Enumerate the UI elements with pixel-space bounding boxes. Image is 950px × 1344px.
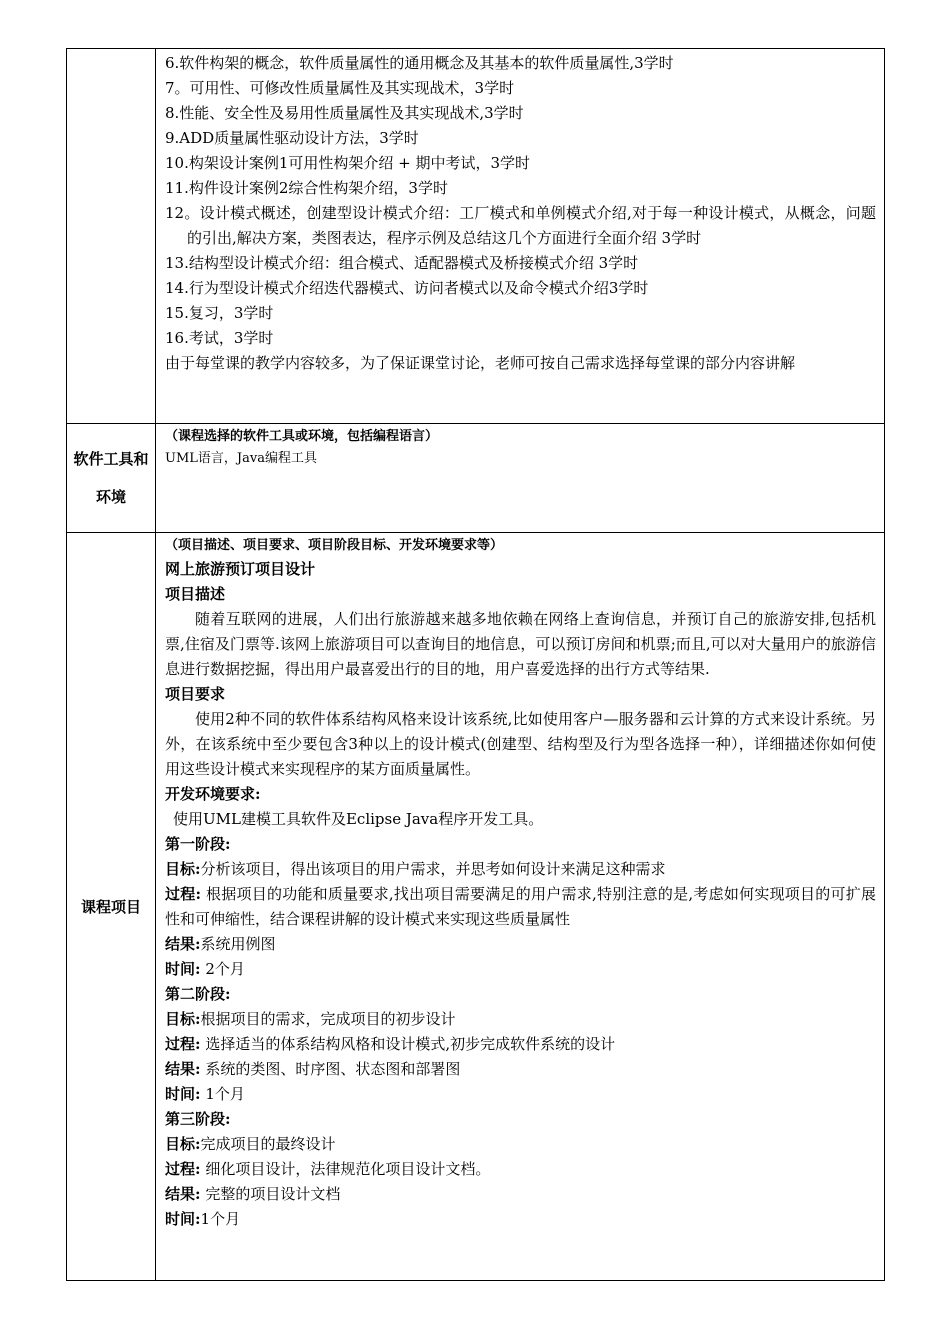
phase-title: 第一阶段: [165,835,231,853]
req-heading: 项目要求 [165,685,226,703]
req-text: 使用2种不同的软件体系结构风格来设计该系统,比如使用客户—服务器和云计算的方式来设计系统。另外，在该系统中至少要包含3种以上的设计模式(创建型、结构型及行为型各选择一种），详细描述你如何使用这些设计模式来实现程序的某方面质量属性。 [165,710,876,778]
course-table [66,48,885,1281]
desc-heading: 项目描述 [165,585,226,603]
goal-label: 目标: [165,860,201,878]
goal-text: 完成项目的最终设计 [200,1135,336,1153]
phase-title: 第二阶段: [165,985,231,1003]
project-label: 课程项目 [67,533,156,1281]
schedule-item: 14.行为型设计模式介绍迭代器模式、访问者模式以及命令模式介绍3学时 [165,279,649,297]
tools-value: UML语言，Java编程工具 [165,451,317,466]
time-label: 时间: [165,960,201,978]
schedule-footnote: 由于每堂课的教学内容较多，为了保证课堂讨论，老师可按自己需求选择每堂课的部分内容讲解 [165,354,796,372]
desc-text: 随着互联网的进展，人们出行旅游越来越多地依赖在网络上查询信息，并预订自己的旅游安排,包括机票,住宿及门票等.该网上旅游项目可以查询目的地信息，可以预订房间和机票;而且,可以对大量用户的旅游信息进行数据挖掘，得出用户最喜爱出行的目的地，用户喜爱选择的出行方式等结果. [165,610,876,678]
result-label: 结果: [165,935,201,953]
project-content [156,533,885,1281]
project-title: 网上旅游预订项目设计 [165,560,316,578]
schedule-item: 11.构件设计案例2综合性构架介绍，3学时 [165,179,448,197]
schedule-row [67,49,885,424]
result-text: 完整的项目设计文档 [200,1185,341,1203]
result-text: 系统的类图、时序图、状态图和部署图 [200,1060,461,1078]
result-label: 结果: [165,1185,201,1203]
process-label: 过程: [165,1035,201,1053]
phase-1 [165,832,876,982]
process-text: 细化项目设计，法律规范化项目设计文档。 [200,1160,491,1178]
env-heading: 开发环境要求: [165,785,261,803]
result-text: 系统用例图 [200,935,276,953]
schedule-item: 16.考试，3学时 [165,329,274,347]
tools-label: 软件工具和环境 [67,424,156,533]
env-text: 使用UML建模工具软件及Eclipse Java程序开发工具。 [173,810,544,828]
time-label: 时间: [165,1085,201,1103]
tools-note: （课程选择的软件工具或环境，包括编程语言） [165,429,439,444]
time-label: 时间: [165,1210,201,1228]
process-text: 选择适当的体系结构风格和设计模式,初步完成软件系统的设计 [200,1035,616,1053]
process-label: 过程: [165,1160,201,1178]
result-label: 结果: [165,1060,201,1078]
phase-title: 第三阶段: [165,1110,231,1128]
schedule-content [156,49,885,424]
goal-label: 目标: [165,1135,201,1153]
phase-3 [165,1107,876,1232]
goal-text: 根据项目的需求，完成项目的初步设计 [200,1010,456,1028]
time-text: 1个月 [200,1210,241,1228]
goal-text: 分析该项目，得出该项目的用户需求，并思考如何设计来满足这种需求 [200,860,666,878]
project-row [67,533,885,1281]
schedule-item: 6.软件构架的概念，软件质量属性的通用概念及其基本的软件质量属性,3学时 [165,54,674,72]
schedule-item: 9.ADD质量属性驱动设计方法，3学时 [165,129,419,147]
process-label: 过程: [165,885,202,903]
phase-2 [165,982,876,1107]
tools-row [67,424,885,533]
schedule-label-cell [67,49,156,424]
time-text: 1个月 [200,1085,245,1103]
schedule-item: 7。可用性、可修改性质量属性及其实现战术，3学时 [165,79,515,97]
time-text: 2个月 [200,960,245,978]
schedule-item: 13.结构型设计模式介绍：组合模式、适配器模式及桥接模式介绍 3学时 [165,254,639,272]
schedule-item: 10.构架设计案例1可用性构架介绍 + 期中考试，3学时 [165,154,531,172]
goal-label: 目标: [165,1010,201,1028]
project-note: （项目描述、项目要求、项目阶段目标、开发环境要求等） [165,538,504,553]
schedule-item: 15.复习，3学时 [165,304,274,322]
schedule-item: 12。设计模式概述，创建型设计模式介绍：工厂模式和单例模式介绍,对于每一种设计模式，从概念，问题的引出,解决方案，类图表达，程序示例及总结这几个方面进行全面介绍 3学时 [165,204,876,247]
process-text: 根据项目的功能和质量要求,找出项目需要满足的用户需求,特别注意的是,考虑如何实现项目的可扩展性和可伸缩性，结合课程讲解的设计模式来实现这些质量属性 [165,885,876,928]
schedule-item: 8.性能、安全性及易用性质量属性及其实现战术,3学时 [165,104,524,122]
tools-content [156,424,885,533]
